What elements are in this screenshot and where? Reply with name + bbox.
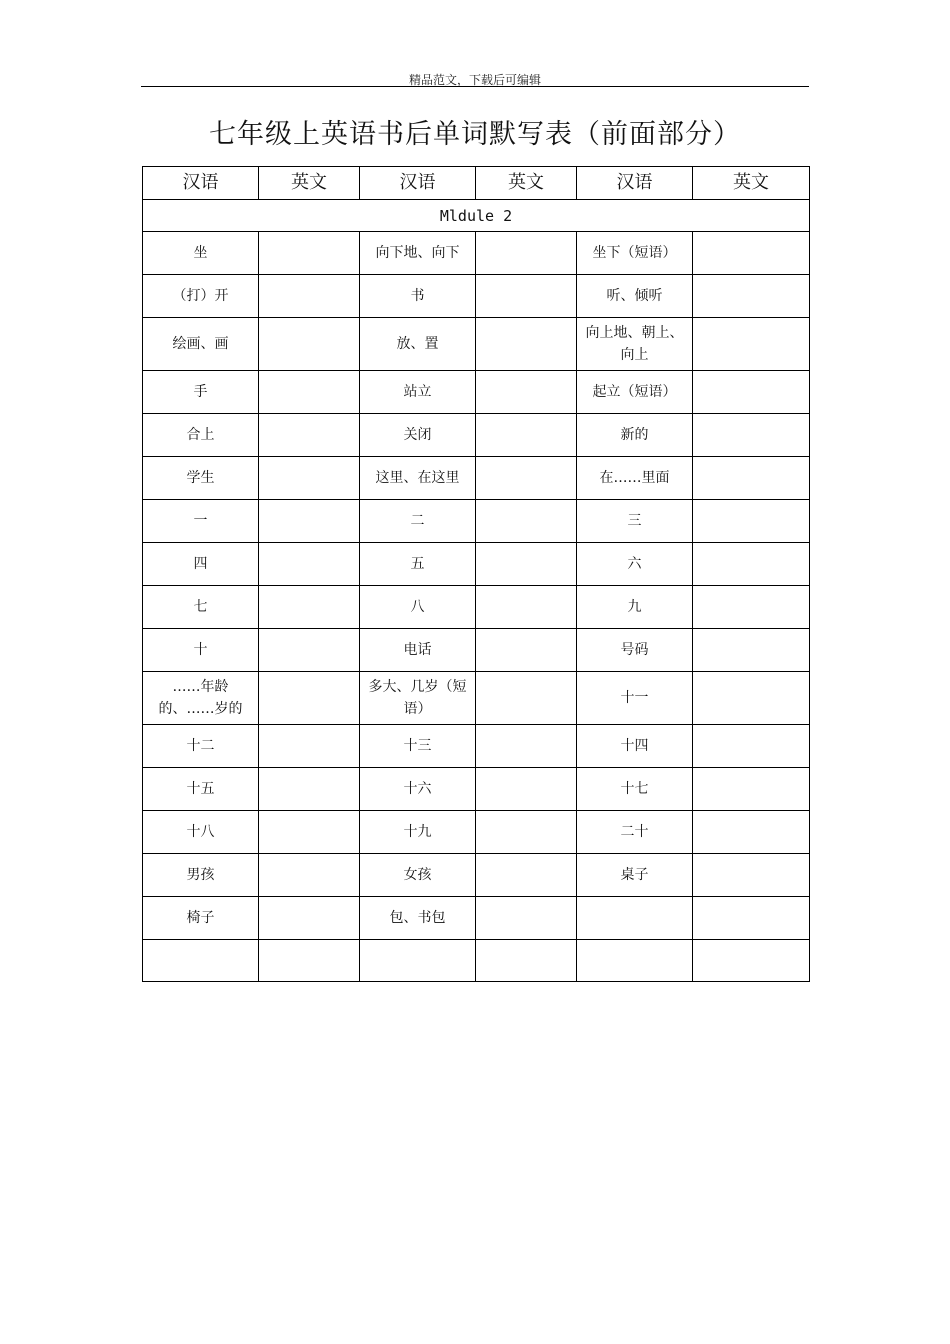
chinese-word-cell: ……年龄的、……岁的	[143, 672, 259, 725]
chinese-word-cell: 十五	[143, 768, 259, 811]
chinese-word-cell: 书	[360, 275, 476, 318]
english-answer-cell[interactable]	[693, 725, 810, 768]
english-answer-cell[interactable]	[259, 897, 360, 940]
chinese-word-cell: 十一	[577, 672, 693, 725]
chinese-word-cell: 一	[143, 500, 259, 543]
chinese-word-cell: 十二	[143, 725, 259, 768]
english-answer-cell[interactable]	[476, 629, 577, 672]
chinese-word-cell	[143, 940, 259, 982]
english-answer-cell[interactable]	[693, 543, 810, 586]
english-answer-cell[interactable]	[476, 854, 577, 897]
english-answer-cell[interactable]	[259, 414, 360, 457]
english-answer-cell[interactable]	[476, 414, 577, 457]
column-header-english: 英文	[476, 167, 577, 200]
english-answer-cell[interactable]	[476, 457, 577, 500]
chinese-word-cell: 新的	[577, 414, 693, 457]
english-answer-cell[interactable]	[476, 500, 577, 543]
english-answer-cell[interactable]	[476, 318, 577, 371]
table-header-row	[143, 167, 810, 200]
chinese-word-cell: 四	[143, 543, 259, 586]
chinese-word-cell: 十	[143, 629, 259, 672]
chinese-word-cell: 电话	[360, 629, 476, 672]
chinese-word-cell: 三	[577, 500, 693, 543]
english-answer-cell[interactable]	[476, 897, 577, 940]
table-row	[143, 768, 810, 811]
english-answer-cell[interactable]	[693, 811, 810, 854]
chinese-word-cell	[577, 897, 693, 940]
column-header-chinese: 汉语	[577, 167, 693, 200]
chinese-word-cell: 号码	[577, 629, 693, 672]
english-answer-cell[interactable]	[259, 275, 360, 318]
table-row	[143, 897, 810, 940]
english-answer-cell[interactable]	[693, 232, 810, 275]
english-answer-cell[interactable]	[476, 940, 577, 982]
table-row	[143, 500, 810, 543]
english-answer-cell[interactable]	[693, 672, 810, 725]
module-row	[143, 200, 810, 232]
english-answer-cell[interactable]	[693, 275, 810, 318]
english-answer-cell[interactable]	[259, 811, 360, 854]
english-answer-cell[interactable]	[693, 371, 810, 414]
chinese-word-cell: 包、书包	[360, 897, 476, 940]
english-answer-cell[interactable]	[693, 500, 810, 543]
english-answer-cell[interactable]	[259, 940, 360, 982]
english-answer-cell[interactable]	[693, 768, 810, 811]
english-answer-cell[interactable]	[259, 672, 360, 725]
chinese-word-cell: 男孩	[143, 854, 259, 897]
english-answer-cell[interactable]	[259, 854, 360, 897]
english-answer-cell[interactable]	[476, 768, 577, 811]
english-answer-cell[interactable]	[476, 543, 577, 586]
chinese-word-cell: 七	[143, 586, 259, 629]
english-answer-cell[interactable]	[259, 768, 360, 811]
table-row	[143, 940, 810, 982]
english-answer-cell[interactable]	[259, 457, 360, 500]
chinese-word-cell: 十七	[577, 768, 693, 811]
english-answer-cell[interactable]	[693, 854, 810, 897]
chinese-word-cell: 十九	[360, 811, 476, 854]
chinese-word-cell: 学生	[143, 457, 259, 500]
chinese-word-cell: 关闭	[360, 414, 476, 457]
chinese-word-cell: 手	[143, 371, 259, 414]
chinese-word-cell: 放、置	[360, 318, 476, 371]
table-row	[143, 457, 810, 500]
table-row	[143, 672, 810, 725]
table-row	[143, 811, 810, 854]
table-row	[143, 725, 810, 768]
chinese-word-cell: 多大、几岁（短语）	[360, 672, 476, 725]
table-row	[143, 543, 810, 586]
chinese-word-cell: （打）开	[143, 275, 259, 318]
document-title: 七年级上英语书后单词默写表（前面部分）	[209, 119, 741, 150]
chinese-word-cell: 五	[360, 543, 476, 586]
header-note: 精品范文，下载后可编辑	[408, 73, 541, 87]
table-row	[143, 275, 810, 318]
chinese-word-cell: 合上	[143, 414, 259, 457]
english-answer-cell[interactable]	[476, 586, 577, 629]
english-answer-cell[interactable]	[259, 586, 360, 629]
table-row	[143, 414, 810, 457]
chinese-word-cell: 六	[577, 543, 693, 586]
english-answer-cell[interactable]	[476, 275, 577, 318]
chinese-word-cell: 坐	[143, 232, 259, 275]
english-answer-cell[interactable]	[476, 232, 577, 275]
chinese-word-cell: 听、倾听	[577, 275, 693, 318]
chinese-word-cell: 十六	[360, 768, 476, 811]
column-header-chinese: 汉语	[143, 167, 259, 200]
chinese-word-cell: 十三	[360, 725, 476, 768]
chinese-word-cell	[360, 940, 476, 982]
english-answer-cell[interactable]	[259, 232, 360, 275]
chinese-word-cell: 向上地、朝上、向上	[577, 318, 693, 371]
english-answer-cell[interactable]	[259, 371, 360, 414]
chinese-word-cell	[577, 940, 693, 982]
chinese-word-cell: 坐下（短语）	[577, 232, 693, 275]
english-answer-cell[interactable]	[693, 940, 810, 982]
english-answer-cell[interactable]	[693, 457, 810, 500]
chinese-word-cell: 二	[360, 500, 476, 543]
chinese-word-cell: 九	[577, 586, 693, 629]
column-header-english: 英文	[259, 167, 360, 200]
chinese-word-cell: 椅子	[143, 897, 259, 940]
english-answer-cell[interactable]	[693, 586, 810, 629]
chinese-word-cell: 站立	[360, 371, 476, 414]
table-row	[143, 371, 810, 414]
chinese-word-cell: 绘画、画	[143, 318, 259, 371]
chinese-word-cell: 女孩	[360, 854, 476, 897]
chinese-word-cell: 起立（短语）	[577, 371, 693, 414]
table-row	[143, 232, 810, 275]
chinese-word-cell: 这里、在这里	[360, 457, 476, 500]
chinese-word-cell: 八	[360, 586, 476, 629]
header-rule	[141, 86, 809, 87]
english-answer-cell[interactable]	[476, 725, 577, 768]
table-row	[143, 629, 810, 672]
english-answer-cell[interactable]	[476, 811, 577, 854]
english-answer-cell[interactable]	[259, 543, 360, 586]
chinese-word-cell: 桌子	[577, 854, 693, 897]
column-header-english: 英文	[693, 167, 810, 200]
chinese-word-cell: 在……里面	[577, 457, 693, 500]
english-answer-cell[interactable]	[259, 500, 360, 543]
chinese-word-cell: 向下地、向下	[360, 232, 476, 275]
english-answer-cell[interactable]	[259, 725, 360, 768]
vocabulary-table	[142, 166, 810, 982]
chinese-word-cell: 十八	[143, 811, 259, 854]
english-answer-cell[interactable]	[476, 672, 577, 725]
column-header-chinese: 汉语	[360, 167, 476, 200]
english-answer-cell[interactable]	[693, 629, 810, 672]
english-answer-cell[interactable]	[476, 371, 577, 414]
english-answer-cell[interactable]	[693, 318, 810, 371]
table-row	[143, 586, 810, 629]
module-label: Mldule 2	[143, 200, 810, 232]
chinese-word-cell: 二十	[577, 811, 693, 854]
english-answer-cell[interactable]	[693, 414, 810, 457]
table-row	[143, 318, 810, 371]
english-answer-cell[interactable]	[259, 318, 360, 371]
chinese-word-cell: 十四	[577, 725, 693, 768]
english-answer-cell[interactable]	[259, 629, 360, 672]
table-row	[143, 854, 810, 897]
english-answer-cell[interactable]	[693, 897, 810, 940]
